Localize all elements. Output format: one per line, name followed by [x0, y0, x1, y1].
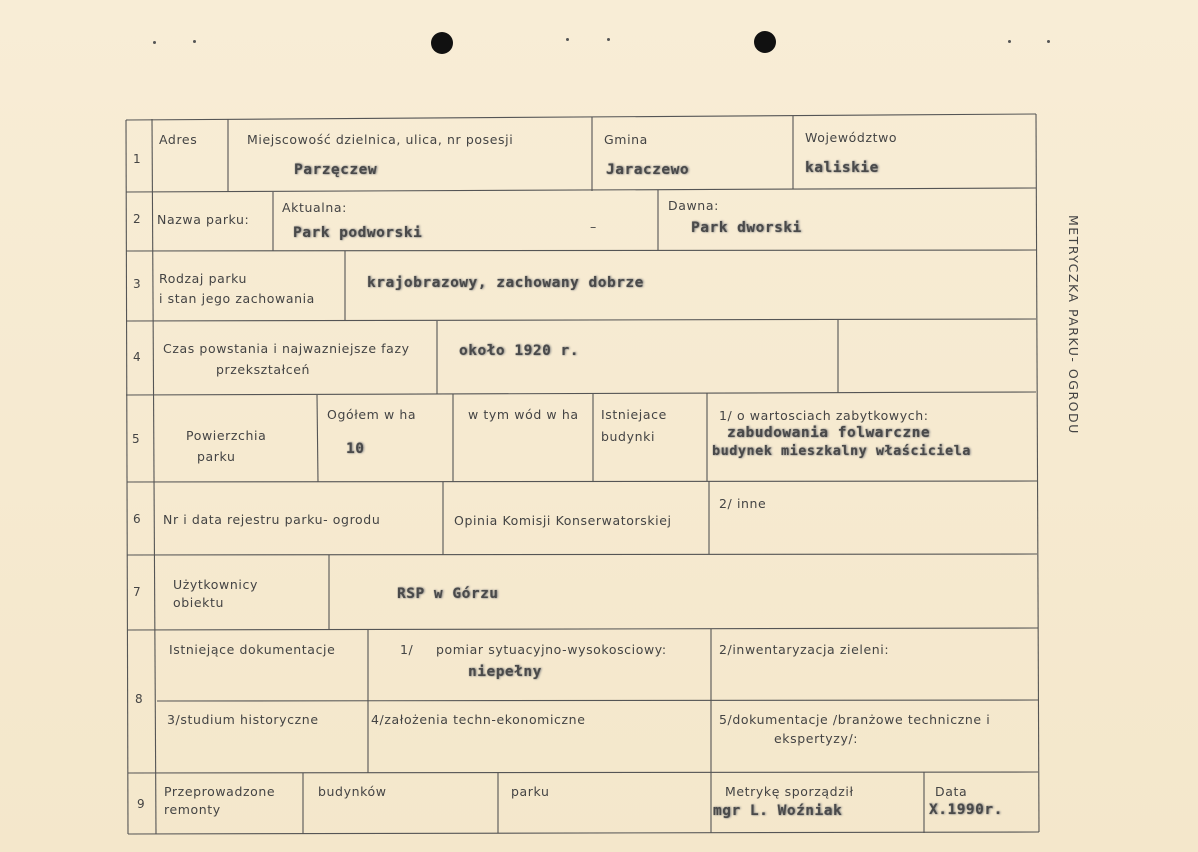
- dokumentacje-label: Istniejące dokumentacje: [169, 642, 336, 657]
- miejscowosc-label: Miejscowość dzielnica, ulica, nr posesji: [247, 132, 514, 147]
- dawna-value: Park dworski: [691, 220, 802, 236]
- gmina-label: Gmina: [604, 132, 648, 147]
- uzytkownicy-value: RSP w Górzu: [397, 586, 499, 602]
- dash: –: [590, 219, 597, 234]
- opinia-label: Opinia Komisji Konserwatorskiej: [454, 513, 672, 528]
- stan-zachowania-label: i stan jego zachowania: [159, 291, 315, 306]
- row-number: 9: [137, 797, 145, 811]
- gmina-value: Jaraczewo: [606, 162, 690, 178]
- czas-powstania-label: Czas powstania i najwazniejsze fazy: [163, 341, 410, 356]
- czas-powstania-value: około 1920 r.: [459, 343, 579, 359]
- wojewodztwo-value: kaliskie: [805, 160, 879, 176]
- pomiar-value: niepełny: [468, 664, 542, 680]
- ogolem-label: Ogółem w ha: [327, 407, 417, 422]
- budynkow-label: budynków: [318, 784, 387, 799]
- row-number: 4: [133, 350, 141, 364]
- rodzaj-parku-label: Rodzaj parku: [159, 271, 248, 286]
- studium-label: 3/studium historyczne: [167, 712, 319, 727]
- document-title: METRYCZKA PARKU- OGRODU: [1066, 215, 1081, 435]
- row-number: 2: [133, 212, 141, 226]
- ekspertyzy-label: ekspertyzy/:: [774, 731, 859, 746]
- miejscowosc-value: Parzęczew: [294, 162, 378, 178]
- data-value: X.1990r.: [929, 802, 1003, 818]
- row-number: 1: [133, 152, 141, 166]
- budynki-label: Istniejace: [601, 407, 667, 422]
- row-number: 3: [133, 277, 141, 291]
- pomiar-number: 1/: [400, 642, 414, 657]
- remonty-label-2: remonty: [164, 802, 221, 817]
- uzytkownicy-label: Użytkownicy: [173, 577, 258, 592]
- sporzadzil-label: Metrykę sporządził: [725, 784, 854, 799]
- dawna-label: Dawna:: [668, 198, 719, 213]
- row-number: 7: [133, 585, 141, 599]
- row-number: 5: [132, 432, 140, 446]
- sporzadzil-value: mgr L. Woźniak: [713, 803, 843, 819]
- inne-label: 2/ inne: [719, 496, 767, 511]
- zalozenia-label: 4/założenia techn-ekonomiczne: [371, 712, 586, 727]
- row-number: 8: [135, 692, 143, 706]
- wartosci-zabytkowe-value-1: zabudowania folwarczne: [727, 425, 931, 441]
- wojewodztwo-label: Województwo: [805, 130, 898, 145]
- aktualna-value: Park podworski: [293, 225, 423, 241]
- wod-label: w tym wód w ha: [468, 407, 579, 422]
- wartosci-zabytkowe-value-2: budynek mieszkalny właściciela: [712, 443, 971, 459]
- obiektu-label: obiektu: [173, 595, 225, 610]
- row-number: 6: [133, 512, 141, 526]
- ogolem-value: 10: [346, 441, 365, 457]
- data-label: Data: [935, 784, 968, 799]
- remonty-label: Przeprowadzone: [164, 784, 276, 799]
- przeksztalcen-label: przekształceń: [216, 362, 311, 377]
- powierzchnia-parku-label: parku: [197, 449, 236, 464]
- budynki-label-2: budynki: [601, 429, 656, 444]
- adres-label: Adres: [159, 132, 198, 147]
- rodzaj-parku-value: krajobrazowy, zachowany dobrze: [367, 275, 644, 291]
- pomiar-label: pomiar sytuacyjno-wysokosciowy:: [436, 642, 667, 657]
- inwentaryzacja-label: 2/inwentaryzacja zieleni:: [719, 642, 890, 657]
- wartosci-zabytkowe-label: 1/ o wartosciach zabytkowych:: [719, 408, 929, 423]
- parku-label: parku: [511, 784, 550, 799]
- nazwa-parku-label: Nazwa parku:: [157, 212, 250, 227]
- powierzchnia-label: Powierzchia: [186, 428, 267, 443]
- aktualna-label: Aktualna:: [282, 200, 347, 215]
- rejestr-label: Nr i data rejestru parku- ogrodu: [163, 512, 381, 527]
- dokumentacje-branzowe-label: 5/dokumentacje /branżowe techniczne i: [719, 712, 991, 727]
